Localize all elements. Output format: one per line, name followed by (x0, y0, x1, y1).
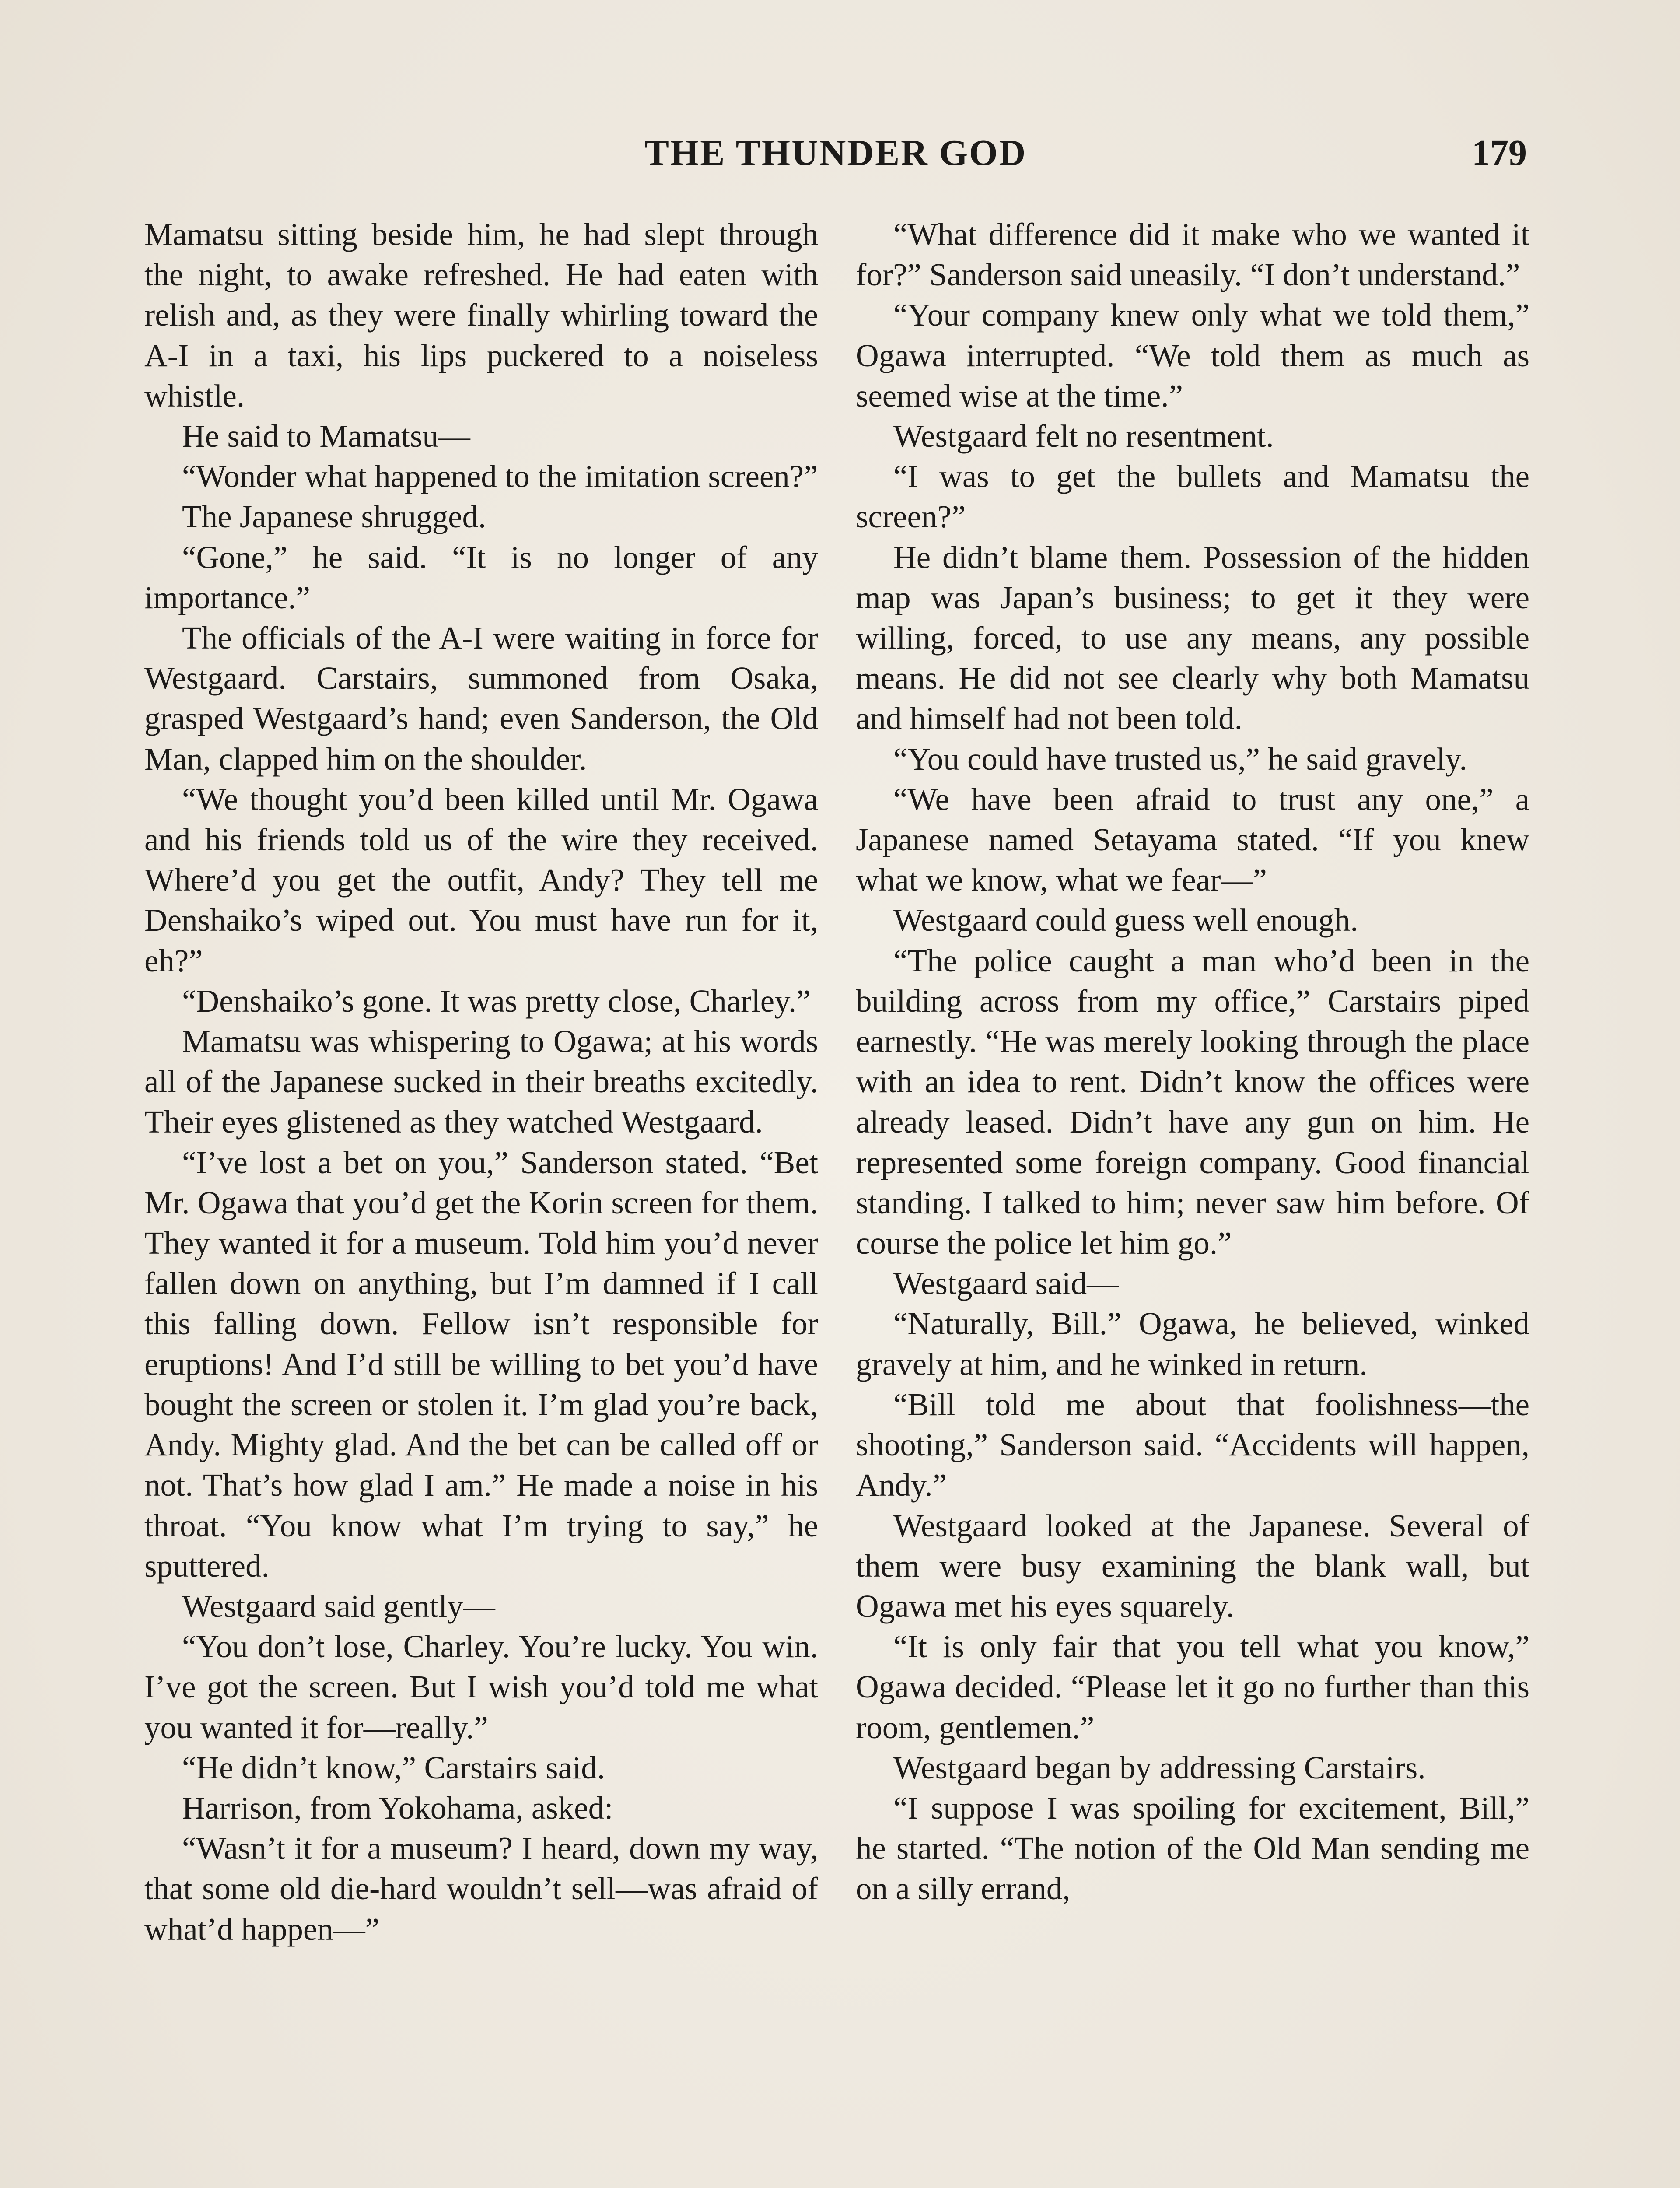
paragraph: The officials of the A-I were waiting in force for Westgaard. Carstairs, summoned from Osaka, grasped Westgaard’s hand; even Sanderson, the Old Man, clapped him on the shoulder. (144, 620, 818, 777)
right-column (856, 214, 1530, 2188)
paragraph: “Naturally, Bill.” Ogawa, he believed, winked gravely at him, and he winked in return. (856, 1306, 1530, 1382)
paragraph: “Bill told me about that foolishness—the shooting,” Sanderson said. “Accidents will happen, Andy.” (856, 1386, 1530, 1503)
paragraph: Mamatsu sitting beside him, he had slept through the night, to awake refreshed. He had eaten with relish and, as they were finally whirling toward the A-I in a taxi, his lips puckered to a noiseless whistle. (144, 217, 818, 414)
paragraph: “We have been afraid to trust any one,” a Japanese named Setayama stated. “If you knew what we know, what we fear—” (856, 781, 1530, 898)
paragraph: The Japanese shrugged. (182, 499, 486, 535)
paragraph: “What difference did it make who we wanted it for?” Sanderson said uneasily. “I don’t understand.” (856, 217, 1530, 293)
paragraph: “The police caught a man who’d been in the building across from my office,” Carstairs piped earnestly. “He was merely looking through the place with an idea to rent. Didn’t know the offices were already leased. Didn’t have any gun on him. He represented some foreign company. Good financial standing. I talked to him; never saw him before. Of course the police let him go.” (856, 943, 1530, 1261)
page-number: 179 (1472, 133, 1527, 173)
paragraph: Westgaard looked at the Japanese. Several of them were busy examining the blank wall, but Ogawa met his eyes squarely. (856, 1508, 1530, 1624)
paragraph: “Your company knew only what we told them,” Ogawa interrupted. “We told them as much as seemed wise at the time.” (856, 297, 1530, 414)
page-header (144, 129, 1527, 182)
paragraph: “We thought you’d been killed until Mr. Ogawa and his friends told us of the wire they received. Where’d you get the outfit, Andy? They tell me Denshaiko’s wiped out. You must have run for it, eh?” (144, 781, 818, 978)
paragraph: “Wasn’t it for a museum? I heard, down my way, that some old die-hard wouldn’t sell—was afraid of what’d happen—” (144, 1830, 818, 1947)
paragraph: Westgaard could guess well enough. (893, 902, 1358, 938)
paragraph: Harrison, from Yokohama, asked: (182, 1790, 613, 1826)
running-title: THE THUNDER GOD (644, 133, 1027, 173)
paragraph: Mamatsu was whispering to Ogawa; at his words all of the Japanese sucked in their breaths excitedly. Their eyes glistened as they watched Westgaard. (144, 1024, 818, 1140)
paragraph: He didn’t blame them. Possession of the hidden map was Japan’s business; to get it they were willing, forced, to use any means, any possible means. He did not see clearly why both Mamatsu and himself had not been told. (856, 539, 1530, 736)
paragraph: “I was to get the bullets and Mamatsu the screen?” (856, 459, 1530, 535)
paragraph: “You could have trusted us,” he said gravely. (893, 741, 1467, 777)
paragraph: “Denshaiko’s gone. It was pretty close, Charley.” (182, 983, 811, 1019)
paragraph: “It is only fair that you tell what you know,” Ogawa decided. “Please let it go no further than this room, gentlemen.” (856, 1629, 1530, 1745)
paragraph: He said to Mamatsu— (182, 418, 470, 454)
paragraph: Westgaard said gently— (182, 1588, 495, 1624)
left-column (144, 214, 818, 2188)
paragraph: “He didn’t know,” Carstairs said. (182, 1750, 606, 1785)
paragraph: “You don’t lose, Charley. You’re lucky. You win. I’ve got the screen. But I wish you’d told me what you wanted it for—really.” (144, 1629, 818, 1745)
paragraph: Westgaard began by addressing Carstairs. (893, 1750, 1426, 1785)
paragraph: “Wonder what happened to the imitation screen?” (182, 459, 818, 494)
paragraph: Westgaard felt no resentment. (893, 418, 1274, 454)
paragraph: “I suppose I was spoiling for excitement, Bill,” he started. “The notion of the Old Man sending me on a silly errand, (856, 1790, 1530, 1907)
paragraph: Westgaard said— (893, 1266, 1119, 1301)
paragraph: “I’ve lost a bet on you,” Sanderson stated. “Bet Mr. Ogawa that you’d get the Korin screen for them. They wanted it for a museum. Told him you’d never fallen down on anything, but I’m damned if I call this falling down. Fellow isn’t responsible for eruptions! And I’d still be willing to bet you’d have bought the screen or stolen it. I’m glad you’re back, Andy. Mighty glad. And the bet can be called off or not. That’s how glad I am.” He made a noise in his throat. “You know what I’m trying to say,” he sputtered. (144, 1144, 818, 1584)
paragraph: “Gone,” he said. “It is no longer of any importance.” (144, 539, 818, 615)
